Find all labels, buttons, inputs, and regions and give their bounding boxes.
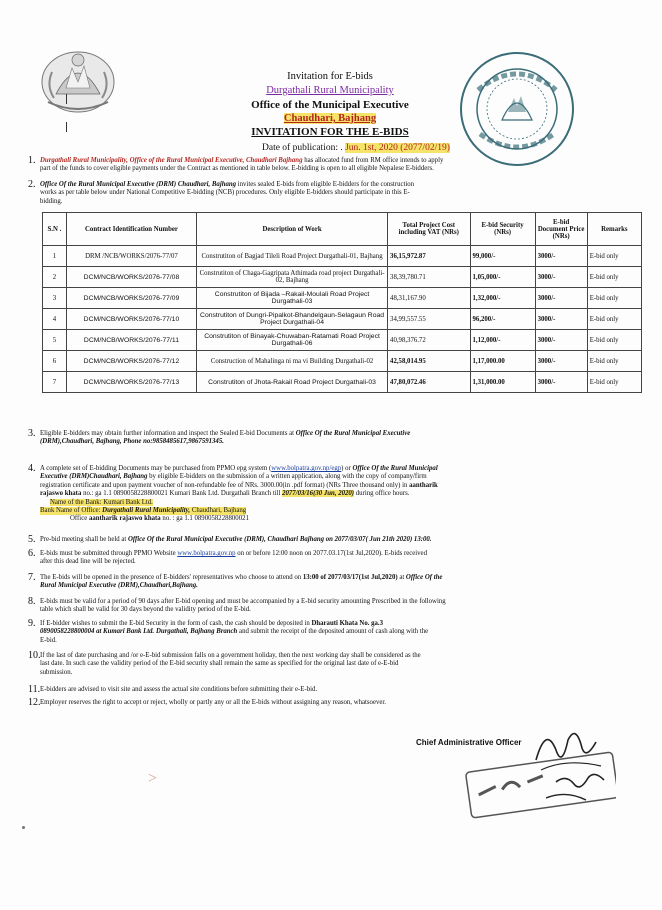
paragraph-6: 6. E-bids must be submitted through PPMO Website www.bolpatra.gov.np on or before 12:00 noon on 2077.03.17(1st Jul,2020). E-bids received after this dead line will be rejected. — [28, 548, 427, 566]
document-header — [180, 70, 480, 139]
header-description: Description of Work — [197, 213, 388, 246]
document-title: INVITATION FOR THE E-BIDS — [251, 126, 409, 138]
table-row: 3 DCM/NCB/WORKS/2076-77/09 Construtiton of Bijada –Rakail-Moulali Road Project Durgathali-03 48,31,167.90 1,32,000/- 3000/- E-bid only — [43, 288, 642, 309]
paragraph-10: 10. If the last of date purchasing and /or e-E-bid submission falls on a government holiday, then the next working day shall be considered as the last date. In such case the validity period of the E-bid security shall remain the same as specified for the original last date of e-E-bid submission. — [28, 650, 421, 676]
header-security: E-bid Security (NRs) — [470, 213, 535, 246]
table-row: 1 DRM /NCB/WORKS/2076-77/07 Construtiton of Bagjad Tileli Road Project Durgathali-01, Bajhang 36,15,972.87 99,000/- 3000/- E-bid only — [43, 246, 642, 267]
header-contract: Contract Identification Number — [66, 213, 196, 246]
bank-name: Name of the Bank: Kumari Bank Ltd. — [50, 498, 153, 506]
table-row: 5 DCM/NCB/WORKS/2076-77/11 Construtiton of Binayak-Chuwaban-Ratamati Road Project Durgathali-06 40,98,376.72 1,12,000/- 3000/- E-bid only — [43, 330, 642, 351]
paragraph-4: 4. A complete set of E-bidding Documents may be purchased from PPMO epg system (www.bolpatra.gov.np/egp) or Office Of the Rural Municipal Executive (DRM)Chaudhari, Bajhang by eligible E-bidders on the submission of a written application, along with the copy of company/firm registration certificate and upon payment voucher of non-refundable fee of NRs. 3000.00(in .pdf format) (NRs Three thousand only) in aantharik rajaswo khata no.: ga 1.1 0890058228800021 Kumari Bank Ltd. Durgathali Branch till 2077/03/16(30 Jun, 2020) during office hours. Name of the Bank: Kumari Bank Ltd. Bank Name of Office: Durgathali Rural Municipality, Chaudhari, Bajhang Office aantharik rajaswo khata no. : ga 1.1 0890058228800021 — [28, 463, 438, 523]
invitation-small: Invitation for E-bids — [287, 71, 373, 82]
paragraph-7: 7. The E-bids will be opened in the presence of E-bidders' representatives who choose to attend on 13:00 of 2077/03/17(1st Jul,2020) at Office Of the Rural Municipal Executive (DRM),Chaudhari,Bajhang. — [28, 572, 443, 590]
paragraph-3: 3. Eligible E-bidders may obtain further information and inspect the Sealed E-bid Documents at Office Of the Rural Municipal Executive (DRM),Chaudhari, Bajhang, Phone no:9858485617,9867591345. — [28, 428, 411, 446]
table-header-row — [43, 213, 642, 246]
margin-mark — [66, 122, 67, 132]
office-name: Office of the Municipal Executive — [251, 99, 409, 111]
paragraph-9: 9. If E-bidder wishes to submit the E-bid Security in the form of cash, the cash should be deposited in Dharauti Khata No. ga.3 0890058228800004 at Kumari Bank Ltd. Durgathali, Bajhang Branch and submit the receipt of the deposited amount of cash along with the E-bid. — [28, 618, 429, 644]
municipality-round-seal-icon — [458, 50, 576, 168]
paragraph-2: 2. Office Of the Rural Municipal Executive (DRM) Chaudhari, Bajhang invites sealed E-bids from eligible E-bidders for the construction works as per table below under National Competitive E-bidding (NCB) procedures. Only eligible E-bidders should participate in this E- bidding. — [28, 179, 415, 205]
paragraph-1: 1. Durgathali Rural Municipality, Office of the Rural Municipal Executive, Chaudhari Bajhang has allocated fund from RM office intends to apply part of the funds to cover eligible payments under the Contract as mentioned in table below. E-bidding is open to all eligible Nepalese E-bidders. — [28, 155, 444, 173]
paragraph-5: 5. Pre-bid meeting shall be held at Office Of the Rural Municipal Executive (DRM), Chaudhari Bajhang on 2077/03/07( Jun 21th 2020) 13:00. — [28, 534, 432, 545]
paragraph-8: 8. E-bids must be valid for a period of 90 days after E-bid opening and must be accompanied by a E-bid security amounting Prescribed in the following table which shall be valid for 30 days beyond the validity period of the E-bid. — [28, 596, 446, 614]
location: Chaudhari, Bajhang — [283, 113, 377, 124]
bolpatra-link[interactable]: www.bolpatra.gov.np — [177, 550, 236, 557]
egp-link[interactable]: www.bolpatra.gov.np/egp — [271, 465, 342, 472]
header-cost: Total Project Cost including VAT (NRs) — [388, 213, 470, 246]
handwritten-signature-stamp — [416, 720, 616, 830]
nepal-government-emblem-icon — [38, 42, 118, 118]
paragraph-12: 12. Employer reserves the right to accept or reject, wholly or partly any or all the E-bids without assigning any reason, whatsoever. — [28, 697, 386, 708]
publication-date: Date of publication: . Jun. 1st, 2020 (2077/02/19) — [262, 143, 450, 153]
paragraph-11: 11. E-bidders are advised to visit site and assess the actual site conditions before submitting their e-E-bid. — [28, 684, 318, 695]
header-doc-price: E-bid Document Price (NRs) — [535, 213, 587, 246]
header-remarks: Remarks — [587, 213, 641, 246]
chevron-right-icon: > — [148, 770, 158, 787]
table-row: 7 DCM/NCB/WORKS/2076-77/13 Construtiton of Jhota-Rakail Road Project Durgathali-03 47,80,072.46 1,31,000.00 3000/- E-bid only — [43, 372, 642, 393]
table-row: 6 DCM/NCB/WORKS/2076-77/12 Construction of Mahalinga ni ma vi Building Durgathali-02 42,58,014.95 1,17,000.00 3000/- E-bid only — [43, 351, 642, 372]
margin-mark — [66, 94, 67, 104]
publication-date-value: Jun. 1st, 2020 (2077/02/19) — [345, 143, 450, 153]
bids-table — [42, 212, 642, 393]
header-sn: S.N . — [43, 213, 67, 246]
municipality-name: Durgathali Rural Municipality — [266, 85, 394, 96]
table-row: 2 DCM/NCB/WORKS/2076-77/08 Construtiton of Chaga-Gagripata Athimada road project Durgathali-02, Bajhang 38,39,780.71 1,05,000/- 3000/- E-bid only — [43, 267, 642, 288]
table-row: 4 DCM/NCB/WORKS/2076-77/10 Construtiton of Dungri-Pipalkot-Bhandelgaun-Selagaun Road Project Durgathali-04 34,99,557.55 96,200/- 3000/- E-bid only — [43, 309, 642, 330]
punch-dot — [22, 826, 25, 829]
signatory-title: Chief Administrative Officer — [416, 738, 522, 747]
